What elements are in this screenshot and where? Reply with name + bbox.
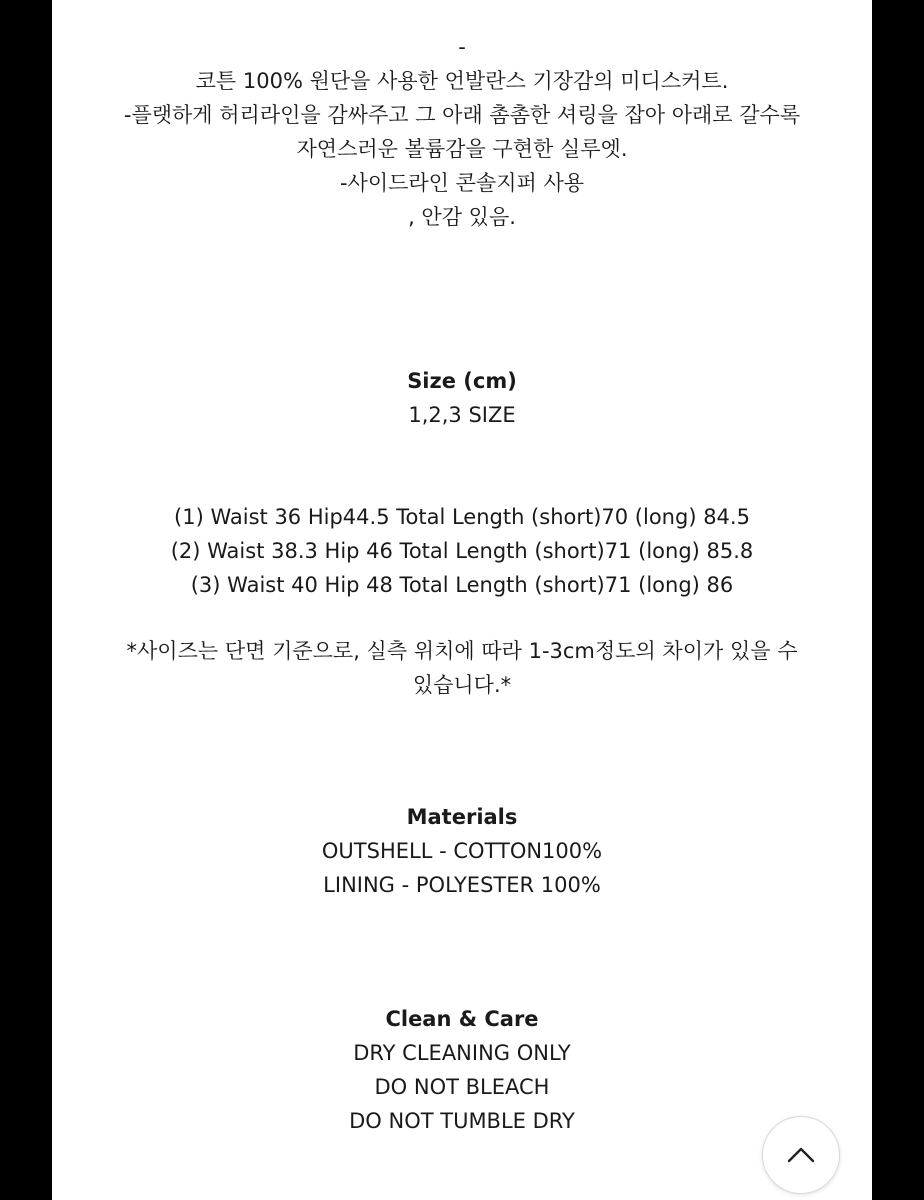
- size-row: (3) Waist 40 Hip 48 Total Length (short)71 (long) 86: [190, 573, 734, 597]
- intro-section: [52, 30, 872, 234]
- care-line: DO NOT TUMBLE DRY: [349, 1109, 575, 1133]
- size-note: 있습니다.*: [412, 673, 512, 697]
- size-section: [52, 364, 872, 702]
- size-row: (1) Waist 36 Hip44.5 Total Length (short)70 (long) 84.5: [174, 505, 750, 529]
- intro-line: -플랫하게 허리라인을 감싸주고 그 아래 촘촘한 셔링을 잡아 아래로 갈수록: [123, 103, 801, 127]
- care-line: DRY CLEANING ONLY: [353, 1041, 571, 1065]
- chevron-up-icon: [786, 1146, 816, 1164]
- care-section: [52, 1002, 872, 1138]
- product-description: [52, 0, 872, 1138]
- intro-line: 코튼 100% 원단을 사용한 언발란스 기장감의 미디스커트.: [195, 69, 729, 93]
- intro-line: -사이드라인 콘솔지퍼 사용: [339, 171, 585, 195]
- scroll-to-top-button[interactable]: [762, 1116, 840, 1194]
- intro-line: , 안감 있음.: [408, 205, 516, 229]
- intro-dash: -: [458, 35, 466, 59]
- materials-title: Materials: [406, 805, 518, 829]
- care-line: DO NOT BLEACH: [374, 1075, 550, 1099]
- size-row: (2) Waist 38.3 Hip 46 Total Length (short)71 (long) 85.8: [170, 539, 754, 563]
- intro-line: 자연스러운 볼륨감을 구현한 실루엣.: [296, 137, 628, 161]
- care-title: Clean & Care: [385, 1007, 539, 1031]
- materials-line: OUTSHELL - COTTON100%: [321, 839, 603, 863]
- materials-line: LINING - POLYESTER 100%: [323, 873, 601, 897]
- size-subtitle: 1,2,3 SIZE: [408, 403, 516, 427]
- size-note: *사이즈는 단면 기준으로, 실측 위치에 따라 1-3cm정도의 차이가 있을 수: [126, 639, 798, 663]
- materials-section: [52, 800, 872, 902]
- size-title: Size (cm): [407, 369, 517, 393]
- product-detail-page: [52, 0, 872, 1200]
